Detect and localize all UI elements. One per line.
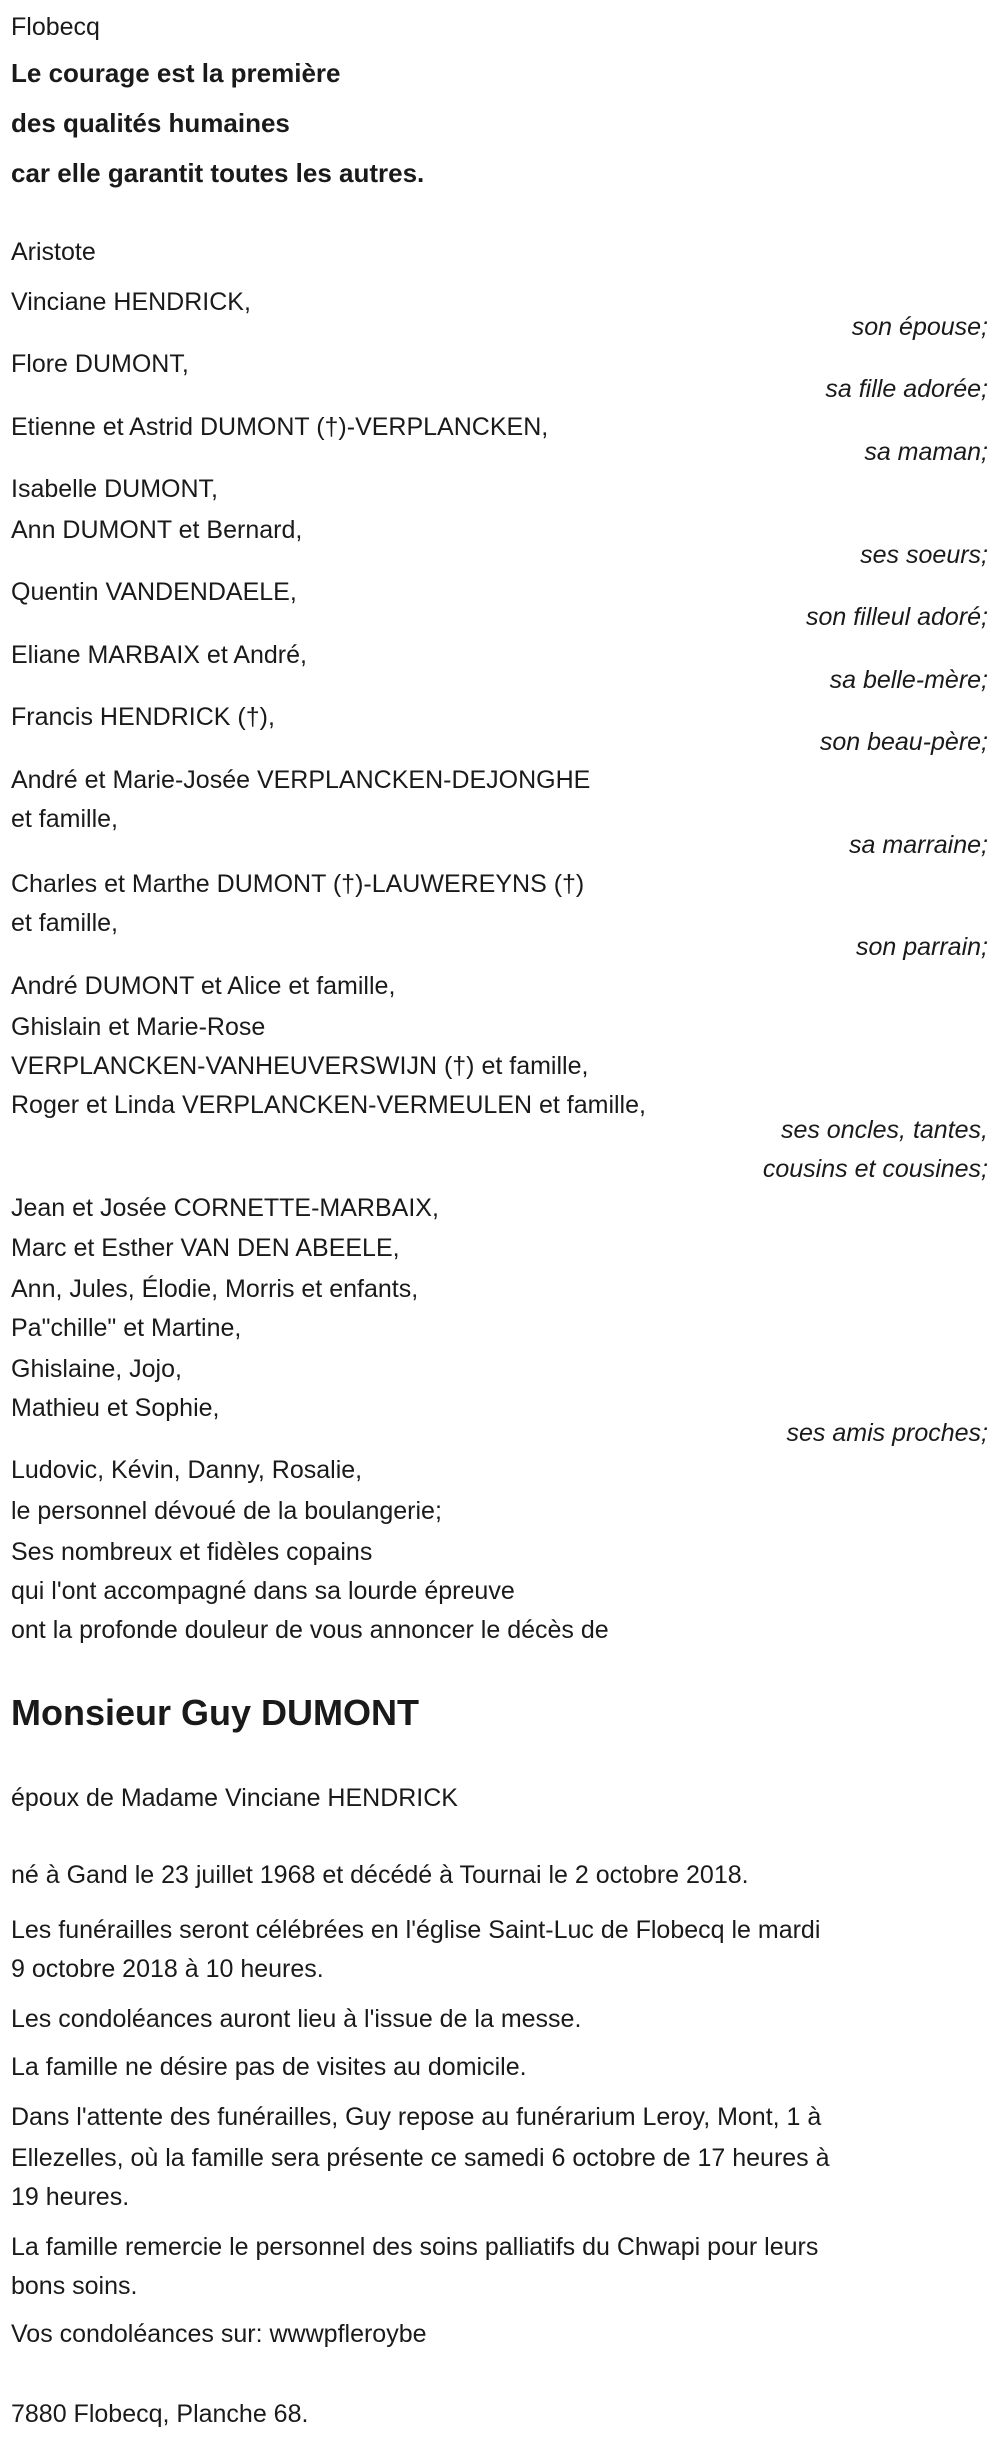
family-name: Quentin VANDENDAELE, xyxy=(11,578,297,606)
detail-line: né à Gand le 23 juillet 1968 et décédé à Tournai le 2 octobre 2018. xyxy=(11,1861,749,1889)
quote-line: Le courage est la première xyxy=(11,58,341,88)
family-name: Flore DUMONT, xyxy=(11,350,189,378)
family-relation: ses oncles, tantes, xyxy=(780,1116,988,1144)
family-name: Isabelle DUMONT, xyxy=(11,475,218,503)
family-name: Ann, Jules, Élodie, Morris et enfants, xyxy=(11,1275,419,1303)
family-name: André et Marie-Josée VERPLANCKEN-DEJONGHE xyxy=(11,766,591,794)
quote-line: car elle garantit toutes les autres. xyxy=(11,158,425,188)
detail-line: Dans l'attente des funérailles, Guy repose au funérarium Leroy, Mont, 1 à xyxy=(11,2103,822,2131)
family-relation: son parrain; xyxy=(855,933,988,961)
closing-line: ont la profonde douleur de vous annoncer le décès de xyxy=(11,1616,609,1644)
family-relation: son beau-père; xyxy=(819,728,988,756)
family-name: Vinciane HENDRICK, xyxy=(11,288,251,316)
family-name: Pa"chille" et Martine, xyxy=(11,1314,242,1342)
detail-line: Ellezelles, où la famille sera présente ce samedi 6 octobre de 17 heures à xyxy=(11,2144,830,2172)
detail-line: Les funérailles seront célébrées en l'église Saint-Luc de Flobecq le mardi xyxy=(11,1916,821,1944)
family-relation: sa marraine; xyxy=(849,831,988,859)
family-relation: ses amis proches; xyxy=(786,1419,988,1447)
family-name: Marc et Esther VAN DEN ABEELE, xyxy=(11,1234,400,1262)
detail-line: Les condoléances auront lieu à l'issue de la messe. xyxy=(11,2005,582,2033)
family-name: Charles et Marthe DUMONT (†)-LAUWEREYNS (†) xyxy=(11,870,585,898)
detail-line: La famille ne désire pas de visites au domicile. xyxy=(11,2053,527,2081)
closing-line: Ludovic, Kévin, Danny, Rosalie, xyxy=(11,1456,363,1484)
closing-line: Ses nombreux et fidèles copains xyxy=(11,1538,373,1566)
place-line: Flobecq xyxy=(11,13,100,41)
family-name: et famille, xyxy=(11,805,118,833)
address-line: 7880 Flobecq, Planche 68. xyxy=(11,2400,309,2428)
family-name: André DUMONT et Alice et famille, xyxy=(11,972,396,1000)
family-name: Etienne et Astrid DUMONT (†)-VERPLANCKEN, xyxy=(11,413,549,441)
family-name: Eliane MARBAIX et André, xyxy=(11,641,307,669)
family-relation: ses soeurs; xyxy=(860,541,988,569)
family-name: Ann DUMONT et Bernard, xyxy=(11,516,303,544)
family-name: et famille, xyxy=(11,909,118,937)
family-name: Ghislain et Marie-Rose xyxy=(11,1013,266,1041)
family-relation: sa maman; xyxy=(864,438,988,466)
family-relation: son épouse; xyxy=(851,313,988,341)
deceased-spouse: époux de Madame Vinciane HENDRICK xyxy=(11,1784,458,1812)
family-name: VERPLANCKEN-VANHEUVERSWIJN (†) et famille, xyxy=(11,1052,589,1080)
deceased-name: Monsieur Guy DUMONT xyxy=(11,1692,420,1733)
family-name: Francis HENDRICK (†), xyxy=(11,703,275,731)
detail-line: 19 heures. xyxy=(11,2183,130,2211)
closing-line: qui l'ont accompagné dans sa lourde épreuve xyxy=(11,1577,515,1605)
family-name: Roger et Linda VERPLANCKEN-VERMEULEN et famille, xyxy=(11,1091,646,1119)
quote-line: des qualités humaines xyxy=(11,108,290,138)
family-relation: son filleul adoré; xyxy=(805,603,988,631)
detail-line: bons soins. xyxy=(11,2272,138,2300)
closing-line: le personnel dévoué de la boulangerie; xyxy=(11,1497,442,1525)
family-relation: cousins et cousines; xyxy=(762,1155,988,1183)
quote-author: Aristote xyxy=(11,238,96,266)
detail-line: La famille remercie le personnel des soins palliatifs du Chwapi pour leurs xyxy=(11,2233,819,2261)
detail-line: Vos condoléances sur: wwwpfleroybe xyxy=(11,2320,427,2348)
detail-line: 9 octobre 2018 à 10 heures. xyxy=(11,1955,324,1983)
family-name: Jean et Josée CORNETTE-MARBAIX, xyxy=(11,1194,439,1222)
family-relation: sa fille adorée; xyxy=(825,375,988,403)
family-relation: sa belle-mère; xyxy=(829,666,988,694)
family-name: Mathieu et Sophie, xyxy=(11,1394,220,1422)
family-name: Ghislaine, Jojo, xyxy=(11,1355,182,1383)
